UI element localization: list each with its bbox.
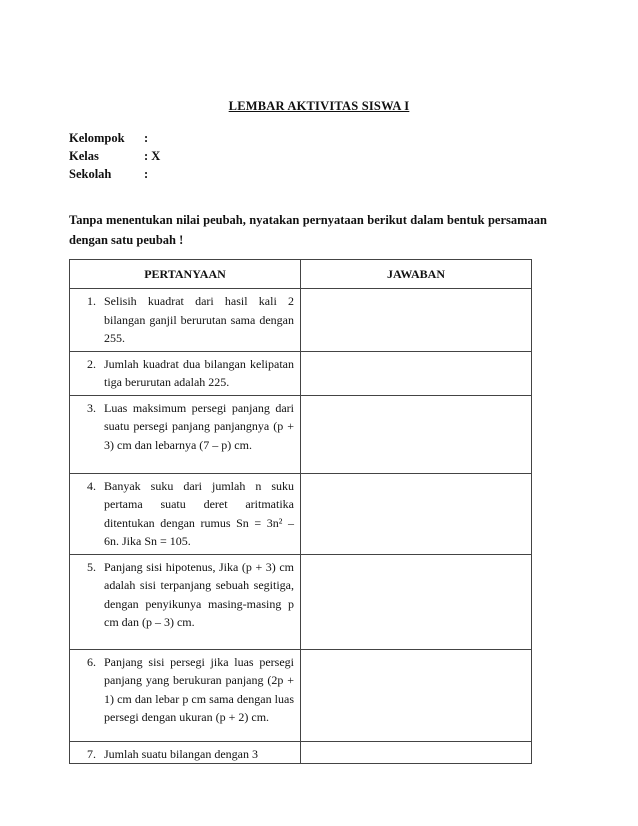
answer-cell[interactable] <box>301 554 532 649</box>
question-cell <box>70 395 301 473</box>
table-row <box>70 351 532 395</box>
question-number: 3. <box>87 400 96 415</box>
question-number: 6. <box>87 654 96 669</box>
question-text: Panjang sisi hipotenus, Jika (p + 3) cm adalah sisi terpanjang sebuah segitiga, dengan penyikunya masing-masing p cm dan (p – 3) cm. <box>104 559 294 629</box>
question-text: Luas maksimum persegi panjang dari suatu persegi panjang panjangnya (p + 3) cm dan lebarnya (7 – p) cm. <box>104 400 294 452</box>
info-value-kelompok: : <box>144 131 149 145</box>
question-text: Jumlah suatu bilangan dengan 3 <box>104 746 258 761</box>
answer-cell[interactable] <box>301 473 532 554</box>
table-row <box>70 395 532 473</box>
answer-cell[interactable] <box>301 395 532 473</box>
answer-cell[interactable] <box>301 351 532 395</box>
info-value-sekolah: : <box>144 167 149 181</box>
info-label-kelas: Kelas <box>69 149 99 163</box>
info-row-kelompok <box>69 129 160 147</box>
question-cell <box>70 649 301 741</box>
header-jawaban: JAWABAN <box>301 260 532 289</box>
question-cell <box>70 554 301 649</box>
question-table <box>69 259 532 764</box>
question-number: 5. <box>87 559 96 574</box>
page-title: LEMBAR AKTIVITAS SISWA I <box>228 99 410 113</box>
question-number: 7. <box>87 746 96 761</box>
question-text: Selisih kuadrat dari hasil kali 2 bilangan ganjil berurutan sama dengan 255. <box>104 294 294 345</box>
info-label-sekolah: Sekolah <box>69 167 112 181</box>
table-row <box>70 554 532 649</box>
header-pertanyaan: PERTANYAAN <box>70 260 301 289</box>
question-number: 1. <box>87 294 96 308</box>
table-row <box>70 289 532 352</box>
question-text: Banyak suku dari jumlah n suku pertama suatu deret aritmatika ditentukan dengan rumus Sn = 3n² – 6n. Jika Sn = 105. <box>104 478 294 548</box>
info-row-kelas <box>69 147 160 165</box>
question-text: Jumlah kuadrat dua bilangan kelipatan tiga berurutan adalah 225. <box>104 356 294 389</box>
table-row <box>70 473 532 554</box>
student-info <box>69 129 160 183</box>
table-row <box>70 741 532 764</box>
question-cell <box>70 289 301 352</box>
answer-cell[interactable] <box>301 741 532 764</box>
answer-cell[interactable] <box>301 289 532 352</box>
table-row <box>70 649 532 741</box>
info-row-sekolah <box>69 165 160 183</box>
info-value-kelas: : X <box>144 149 161 163</box>
question-number: 2. <box>87 356 96 371</box>
question-text: Panjang sisi persegi jika luas persegi panjang yang berukuran panjang (2p + 1) cm dan lebar p cm sama dengan luas persegi dengan ukuran (p + 2) cm. <box>104 654 294 724</box>
question-cell <box>70 741 301 764</box>
question-cell <box>70 473 301 554</box>
info-label-kelompok: Kelompok <box>69 131 125 145</box>
question-cell <box>70 351 301 395</box>
question-number: 4. <box>87 478 96 493</box>
instruction-text: Tanpa menentukan nilai peubah, nyatakan pernyataan berikut dalam bentuk persamaan dengan satu peubah ! <box>69 213 547 247</box>
table-header-row <box>70 260 532 289</box>
answer-cell[interactable] <box>301 649 532 741</box>
